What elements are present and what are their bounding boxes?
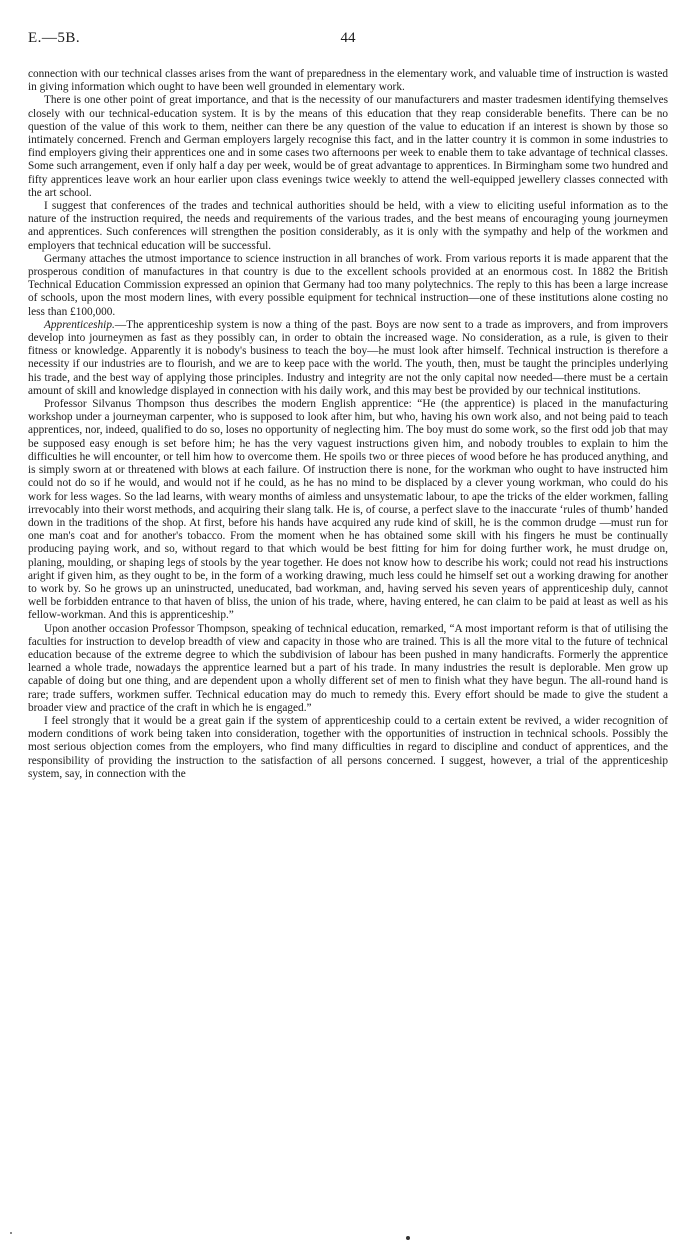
paragraph-text: I feel strongly that it would be a great gain if the system of apprenticeship could to a certain extent be revived, a wider recognition of modern conditions of work being taken into consideration, together with the opportunities of instruction in technical schools. Possibly the most serious objection comes from the employers, who find many difficulties in regard to discipline and conduct of apprentices, and the responsibility of providing the instruction to the satisfaction of all persons concerned. I suggest, however, a trial of the apprenticeship system, say, in connection with the: [28, 714, 668, 780]
paragraph-apprenticeship: [28, 319, 668, 398]
paragraph: [28, 398, 668, 622]
paragraph: [28, 253, 668, 319]
paragraph-text: I suggest that conferences of the trades and technical authorities should be held, with a view to eliciting useful information as to the nature of the instruction required, the needs and requirements of the various trades, and the best means of encouraging young journeymen and apprentices. Such conferences will strengthen the position considerably, as it is only with the sympathy and help of the workmen and employers that technical education will be successful.: [28, 200, 668, 252]
paragraph: [28, 623, 668, 715]
page-header: [28, 30, 668, 56]
paragraph: [28, 68, 668, 94]
paragraph-text: There is one other point of great importance, and that is the necessity of our manufacturers and master tradesmen identifying themselves closely with our technical-education system. It is by the means of this education that they reap considerable benefits. There can be no question of the value of this work to them, neither can there be any question of the value to education if an interest is shown by those so intimately concerned. French and German employers largely recognise this fact, and in the latter country it is common in some industries to find employers giving their apprentices one and in some cases two afternoons per week to enable them to take advantage of technical classes. Some such arrangement, even if only half a day per week, would be of great advantage to apprentices. In Birmingham some two hundred and fifty apprentices leave work an hour earlier upon class evenings twice weekly to attend the well-equipped jewellery classes connected with the art school.: [28, 94, 668, 199]
document-reference: E.—5B.: [28, 30, 81, 46]
paragraph-text: Upon another occasion Professor Thompson, speaking of technical education, remarked, “A most important reform is that of utilising the faculties for instruction to develop breadth of view and capacity in those who are trained. This is all the more vital to the future of technical education because of the extreme degree to which the subdivision of labour has been pushed in many handicrafts. Formerly the apprentice learned a whole trade, nowadays the apprentice learned but a part of his trade. In many industries the result is deplorable. Men grow up capable of doing but one thing, and are dependent upon a wholly different set of men to finish what they have begun. The all-round hand is rare; trade suffers, workmen suffer. Technical education may do much to remedy this. Every effort should be made to give the student a broader view and practice of the craft in which he is engaged.”: [28, 622, 668, 714]
paragraph-text: Professor Silvanus Thompson thus describes the modern English apprentice: “He (the apprentice) is placed in the manufacturing workshop under a journeyman carpenter, who is supposed to look after him, but who, having his own work also, and not being paid to teach apprentices, nor, indeed, qualified to do so, loses no opportunity of neglecting him. The boy must do some work, so the first odd job that may be supposed easy enough is set before him; he has the very vaguest instructions given him, and nobody troubles to explain to him the difficulties he will encounter, or tell him how to overcome them. He spoils two or three pieces of wood before he has produced anything, and is simply sworn at or threatened with blows at each failure. Of instruction there is none, for the workman who ought to have instructed him could not do so if he would, and would not if he could, as he has no mind to be displaced by a clever young workman, who could do his work for less wages. So the lad learns, with weary months of aimless and unsystematic labour, to ape the tricks of the elder workmen, falling irrevocably into their worst methods, and acquiring their slang talk. He is, of course, a perfect slave to the inaccurate ‘rules of thumb’ handed down in the traditions of the shop. At first, before his hands have acquired any rude kind of skill, he is the common drudge —must run for one man's coat and for another's tobacco. From the moment when he has obtained some skill with his fingers he must be continually producing paying work, and so, without regard to that which would be best fitting for him for doing further work, he must drudge on, planing, moulding, or shaping legs of stools by the year together. He does not know how to describe his work; could not read his instructions aright if given him, as they ought to be, in the form of a working drawing, much less could he himself set out a working drawing for another to work by. So he grows up an uninstructed, uneducated, bad workman, and, having served his seven years of apprenticeship duly, cannot well be forbidden entrance to that haven of bliss, the union of his trade, where, having entered, he can claim to be paid at least as well as his fellow-workman. And this is apprenticeship.”: [28, 398, 668, 622]
body-text: [28, 68, 668, 781]
scan-dot: [406, 1236, 410, 1240]
document-page: [28, 30, 668, 781]
paragraph-text: Germany attaches the utmost importance to science instruction in all branches of work. From various reports it is made apparent that the prosperous condition of manufactures in that country is due to the excellent schools provided at an enormous cost. In 1882 the British Technical Education Commission expressed an opinion that Germany had too many polytechnics. The reply to this has been a large increase of schools, upon the most modern lines, with every possible equipment for technical instruction—one of these institutions alone costing no less than £100,000.: [28, 252, 668, 318]
paragraph-text: connection with our technical classes arises from the want of preparedness in the elementary work, and valuable time of instruction is wasted in giving information which ought to have been well grounded in elementary work.: [28, 68, 668, 94]
section-heading: Apprenticeship.: [44, 318, 115, 331]
paragraph: [28, 94, 668, 200]
paragraph: [28, 200, 668, 253]
scan-speck: [10, 1232, 12, 1234]
page-number: 44: [340, 30, 356, 46]
paragraph: [28, 715, 668, 781]
paragraph-text: —The apprenticeship system is now a thing of the past. Boys are now sent to a trade as improvers, and from improvers develop into journeymen as fast as they possibly can, in order to obtain the increased wage. No consideration, as a rule, is given to their fitness or knowledge. Apparently it is nobody's business to teach the boy—he must look after himself. Technical instruction is therefore a necessity if our industries are to flourish, and we are to keep pace with the world. The youth, then, must be taught the principles underlying his trade, and the best way of applying those principles. Industry and integrity are not the only capital now needed—there must be a certain amount of skill and knowledge displayed in connection with his daily work, and this may best be provided by our technical institutions.: [28, 318, 668, 397]
